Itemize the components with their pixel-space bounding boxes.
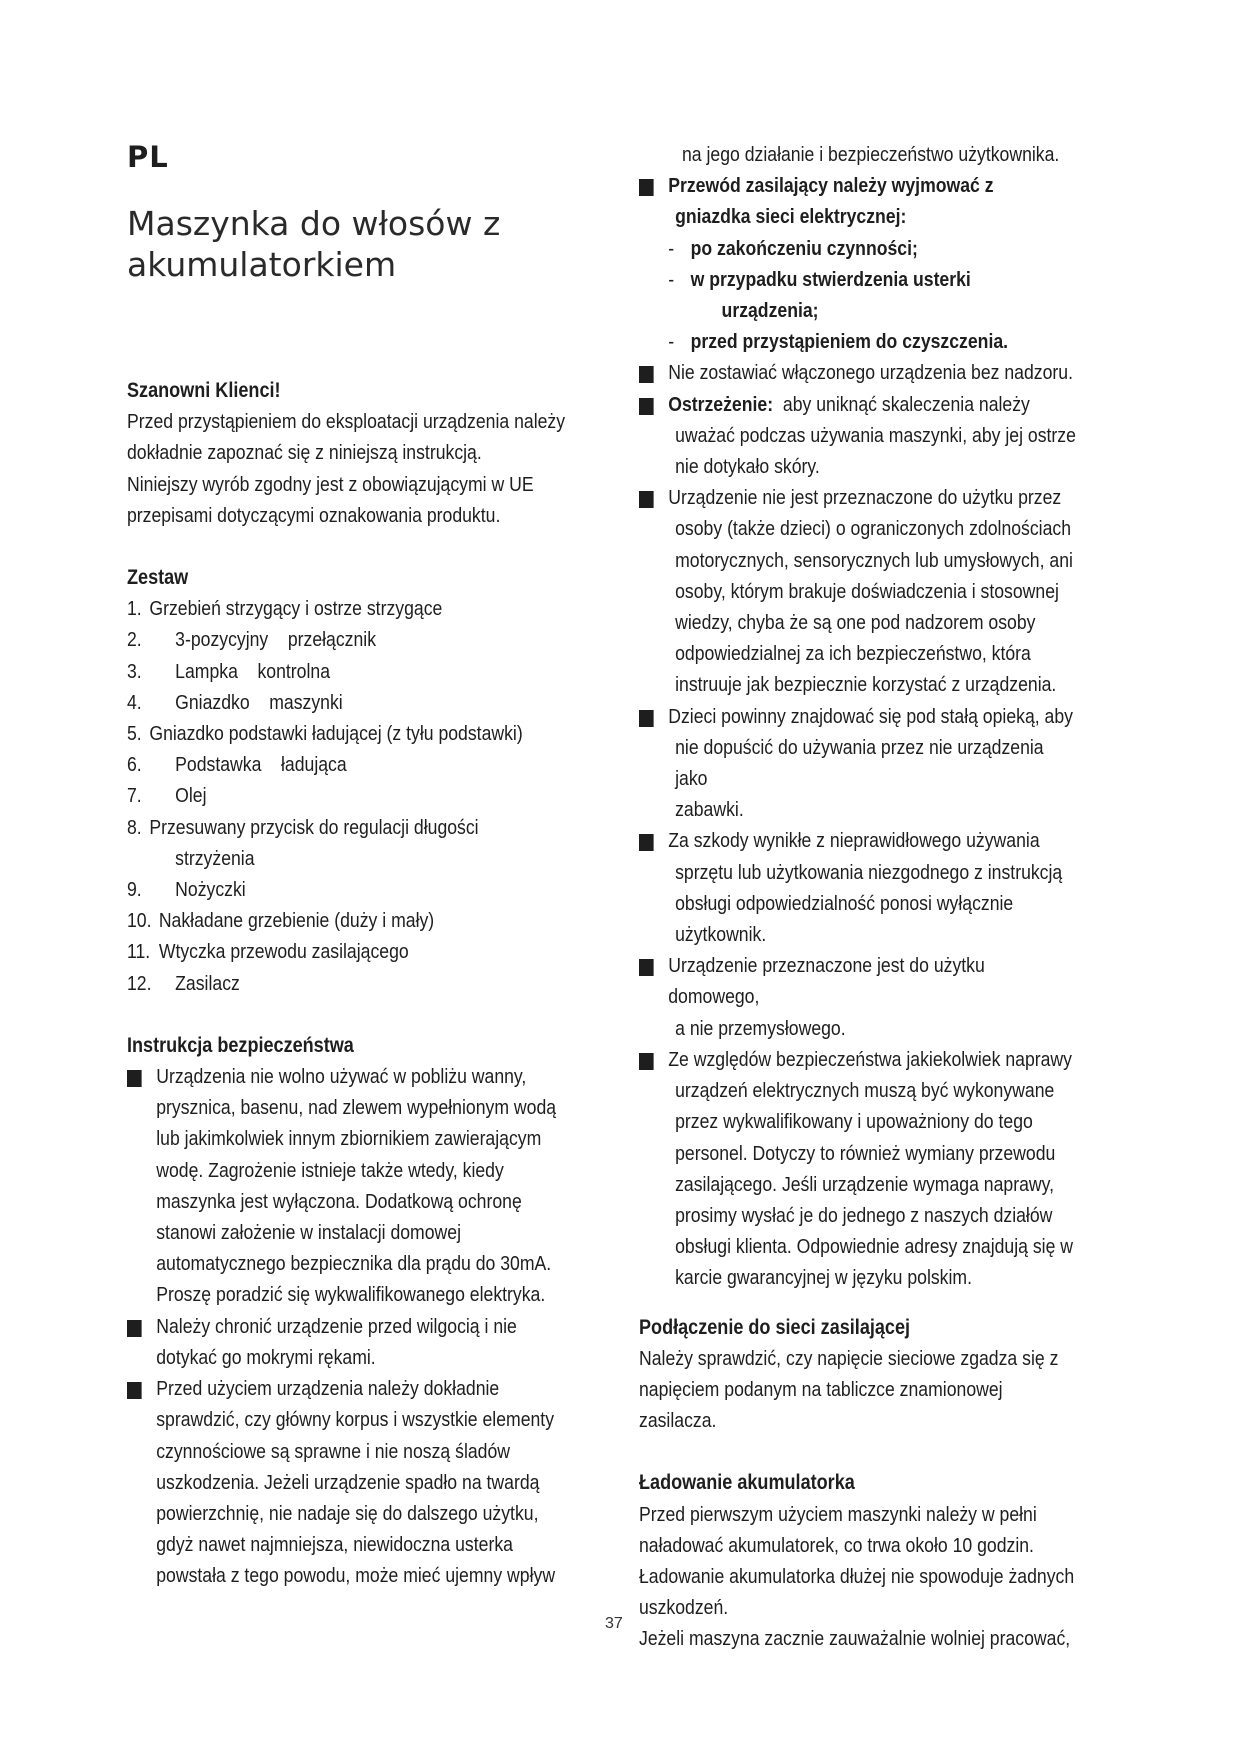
- list-item: [127, 968, 598, 999]
- text-line: Przewód zasilający należy wyjmować z: [668, 174, 994, 198]
- item-text: Gniazdko podstawki ładującej (z tyłu podstawki): [149, 722, 523, 746]
- item-number: 9.: [127, 878, 142, 902]
- list-item: [127, 687, 598, 718]
- text-line: wiedzy, chyba że są one pod nadzorem osoby: [675, 611, 1036, 635]
- item-text: Podstawka ładująca: [175, 753, 347, 777]
- language-code: PL: [127, 140, 169, 174]
- list-item: [127, 905, 598, 936]
- text-line: naładować akumulatorek, co trwa około 10 godzin.: [639, 1533, 1034, 1557]
- bullet-item: [639, 1044, 1079, 1294]
- item-number: 8.: [127, 815, 142, 839]
- list-item: [127, 812, 598, 843]
- text-line: stanowi założenie w instalacji domowej: [156, 1221, 462, 1245]
- item-number: 1.: [127, 597, 142, 621]
- text-line: sprawdzić, czy główny korpus i wszystkie elementy: [156, 1408, 555, 1432]
- list-item: [127, 874, 598, 905]
- text-line: Ładowanie akumulatorka dłużej nie spowoduje żadnych: [639, 1564, 1075, 1588]
- text-line: Proszę poradzić się wykwalifikowanego elektryka.: [156, 1283, 546, 1307]
- text-line: czynnościowe są sprawne i nie noszą śladów: [156, 1439, 511, 1463]
- bullet-square-icon: [639, 959, 654, 976]
- item-text: Zasilacz: [175, 971, 240, 995]
- bullet-item: [127, 1061, 598, 1311]
- text-line: napięciem podanym na tabliczce znamionowej: [639, 1377, 1003, 1401]
- list-item: [127, 780, 598, 811]
- item-number: 7.: [127, 784, 142, 808]
- text-line: nie dotykało skóry.: [675, 455, 820, 479]
- bullet-square-icon: [639, 834, 654, 851]
- bullet-square-icon: [127, 1070, 142, 1087]
- text-line: Urządzenie przeznaczone jest do użytku domowego,: [668, 954, 985, 1009]
- title-line: Maszynka do włosów z: [127, 204, 501, 243]
- bullet-item: [639, 950, 1079, 1044]
- text-line: automatycznego bezpiecznika dla prądu do 30mA.: [156, 1252, 552, 1276]
- text-line: Ze względów bezpieczeństwa jakiekolwiek naprawy: [668, 1047, 1072, 1071]
- text-line: osoby, którym brakuje doświadczenia i stosownej: [675, 579, 1059, 603]
- item-number: 12.: [127, 971, 152, 995]
- text-line: przed przystąpieniem do czyszczenia.: [690, 330, 1009, 354]
- text-line: maszynka jest wyłączona. Dodatkową ochronę: [156, 1189, 522, 1213]
- text-line: sprzętu lub użytkowania niezgodnego z instrukcją: [675, 860, 1063, 884]
- item-text: Nożyczki: [175, 878, 246, 902]
- list-item: [127, 936, 598, 967]
- text-line: prosimy wysłać je do jednego z naszych działów: [675, 1203, 1053, 1227]
- text-line: po zakończeniu czynności;: [690, 236, 918, 260]
- text-line: a nie przemysłowego.: [675, 1016, 846, 1040]
- text-line: uszkodzeń.: [639, 1596, 729, 1620]
- text-line: motorycznych, sensorycznych lub umysłowych, ani: [675, 548, 1073, 572]
- text-line: wodę. Zagrożenie istnieje także wtedy, kiedy: [156, 1158, 504, 1182]
- bullet-item: [127, 1373, 598, 1591]
- text-line: instruuje jak bezpiecznie korzystać z urządzenia.: [675, 673, 1057, 697]
- text-line: Urządzenia nie wolno używać w pobliżu wanny,: [156, 1065, 527, 1089]
- item-number: 10.: [127, 909, 152, 933]
- text-line: dokładnie zapoznać się z niniejszą instrukcją.: [127, 441, 482, 465]
- text-line: personel. Dotyczy to również wymiany przewodu: [675, 1141, 1056, 1165]
- text-line: Przed użyciem urządzenia należy dokładnie: [156, 1377, 500, 1401]
- item-number: 2.: [127, 628, 142, 652]
- dash-item: - w przypadku stwierdzenia usterki urządzenia;: [639, 264, 1079, 326]
- text-line: dotykać go mokrymi rękami.: [156, 1345, 376, 1369]
- text-line: Przed przystąpieniem do eksploatacji urządzenia należy: [127, 410, 566, 434]
- text-line: zasilającego. Jeśli urządzenie wymaga naprawy,: [675, 1172, 1055, 1196]
- list-item: [127, 656, 598, 687]
- list-item: [127, 718, 598, 749]
- list-item: [127, 624, 598, 655]
- text-line: nie dopuścić do używania przez nie urządzenia jako: [675, 735, 1044, 791]
- item-number: 3.: [127, 659, 142, 683]
- set-heading: Zestaw: [127, 566, 189, 590]
- item-text: 3-pozycyjny przełącznik: [175, 628, 377, 652]
- left-column: [127, 375, 598, 1592]
- bullet-item: [639, 482, 1079, 700]
- dash-item: - przed przystąpieniem do czyszczenia.: [639, 326, 1079, 357]
- text-line: urządzeń elektrycznych muszą być wykonywane: [675, 1079, 1055, 1103]
- text-line: Należy sprawdzić, czy napięcie sieciowe zgadza się z: [639, 1346, 1059, 1370]
- text-line: Za szkody wynikłe z nieprawidłowego używania: [668, 829, 1040, 853]
- list-item: [127, 593, 598, 624]
- text-line: Urządzenie nie jest przeznaczone do użytku przez: [668, 486, 1062, 510]
- text-line: [668, 389, 1079, 420]
- text-line: gdyż nawet najmniejsza, niewidoczna usterka: [156, 1533, 513, 1557]
- list-item: [127, 749, 598, 780]
- text-line: przez wykwalifikowany i upoważniony do tego: [675, 1110, 1033, 1134]
- dash-item: - po zakończeniu czynności;: [639, 233, 1079, 264]
- text-line: gniazdka sieci elektrycznej:: [675, 205, 907, 229]
- text-line: odpowiedzialnej za ich bezpieczeństwo, która: [675, 642, 1031, 666]
- text-line: Jeżeli maszyna zacznie zauważalnie wolniej pracować,: [639, 1627, 1071, 1651]
- intro-heading: Szanowni Klienci!: [127, 379, 281, 402]
- text-line: Dzieci powinny znajdować się pod stałą opieką, aby: [668, 704, 1073, 728]
- text-line: zabawki.: [675, 798, 744, 822]
- mains-heading: Podłączenie do sieci zasilającej: [639, 1315, 911, 1339]
- bullet-square-icon: [639, 491, 654, 508]
- bullet-item: [639, 170, 1079, 232]
- title-line: akumulatorkiem: [127, 245, 397, 284]
- item-number: 5.: [127, 722, 142, 746]
- warning-text: aby uniknąć skaleczenia należy: [782, 392, 1030, 416]
- item-text: Nakładane grzebienie (duży i mały): [158, 909, 435, 933]
- text-line: lub jakimkolwiek innym zbiornikiem zawierającym: [156, 1127, 542, 1151]
- bullet-item: [639, 357, 1079, 388]
- text-line: przepisami dotyczącymi oznakowania produktu.: [127, 503, 501, 527]
- item-text: Lampka kontrolna: [175, 659, 331, 683]
- bullet-square-icon: [127, 1382, 142, 1399]
- bullet-item: [639, 389, 1079, 483]
- text-line: osoby (także dzieci) o ograniczonych zdolnościach: [675, 517, 1072, 541]
- text-line: Należy chronić urządzenie przed wilgocią i nie: [156, 1314, 517, 1338]
- right-column: [639, 139, 1079, 1655]
- item-text: Gniazdko maszynki: [175, 690, 343, 714]
- page-number: 37: [605, 1615, 623, 1632]
- text-line: Nie zostawiać włączonego urządzenia bez nadzoru.: [668, 361, 1073, 385]
- bullet-square-icon: [639, 366, 654, 383]
- text-line: użytkownik.: [675, 923, 767, 947]
- list-item-continuation: [127, 843, 598, 874]
- text-line: zasilacza.: [639, 1409, 717, 1433]
- text-line: uszkodzenia. Jeżeli urządzenie spadło na twardą: [156, 1470, 540, 1494]
- item-number: 11.: [127, 940, 151, 964]
- text-line: urządzenia;: [721, 299, 819, 323]
- item-number: 4.: [127, 690, 142, 714]
- text-line: karcie gwarancyjnej w języku polskim.: [675, 1266, 973, 1290]
- item-text: Olej: [175, 784, 207, 808]
- text-line: w przypadku stwierdzenia usterki: [690, 267, 971, 291]
- bullet-item: [639, 701, 1079, 826]
- text-line: Niniejszy wyrób zgodny jest z obowiązującymi w UE: [127, 472, 534, 496]
- text-line: Przed pierwszym użyciem maszynki należy w pełni: [639, 1502, 1037, 1526]
- item-text: Wtyczka przewodu zasilającego: [158, 940, 409, 964]
- bullet-item: [127, 1311, 598, 1373]
- text-line: powstała z tego powodu, może mieć ujemny wpływ: [156, 1564, 556, 1588]
- bullet-square-icon: [639, 1053, 654, 1070]
- bullet-square-icon: [639, 710, 654, 727]
- item-number: 6.: [127, 753, 142, 777]
- page-title: [127, 203, 557, 285]
- charging-heading: Ładowanie akumulatorka: [639, 1471, 855, 1495]
- bullet-square-icon: [639, 398, 654, 415]
- bullet-square-icon: [127, 1320, 142, 1337]
- text-line: obsługi odpowiedzialność ponosi wyłącznie: [675, 891, 1014, 915]
- text-line: na jego działanie i bezpieczeństwo użytkownika.: [682, 143, 1060, 166]
- bullet-square-icon: [639, 179, 654, 196]
- text-line: uważać podczas używania maszynki, aby jej ostrze: [675, 423, 1076, 447]
- text-line: prysznica, basenu, nad zlewem wypełnionym wodą: [156, 1096, 557, 1120]
- item-text: strzyżenia: [175, 846, 255, 870]
- text-line: powierzchnię, nie nadaje się do dalszego użytku,: [156, 1501, 539, 1525]
- text-line: obsługi klienta. Odpowiednie adresy znajdują się w: [675, 1235, 1074, 1259]
- item-text: Przesuwany przycisk do regulacji długości: [149, 815, 479, 839]
- item-text: Grzebień strzygący i ostrze strzygące: [149, 597, 443, 621]
- safety-heading: Instrukcja bezpieczeństwa: [127, 1033, 354, 1057]
- warning-label: Ostrzeżenie:: [668, 392, 774, 416]
- bullet-item: [639, 825, 1079, 950]
